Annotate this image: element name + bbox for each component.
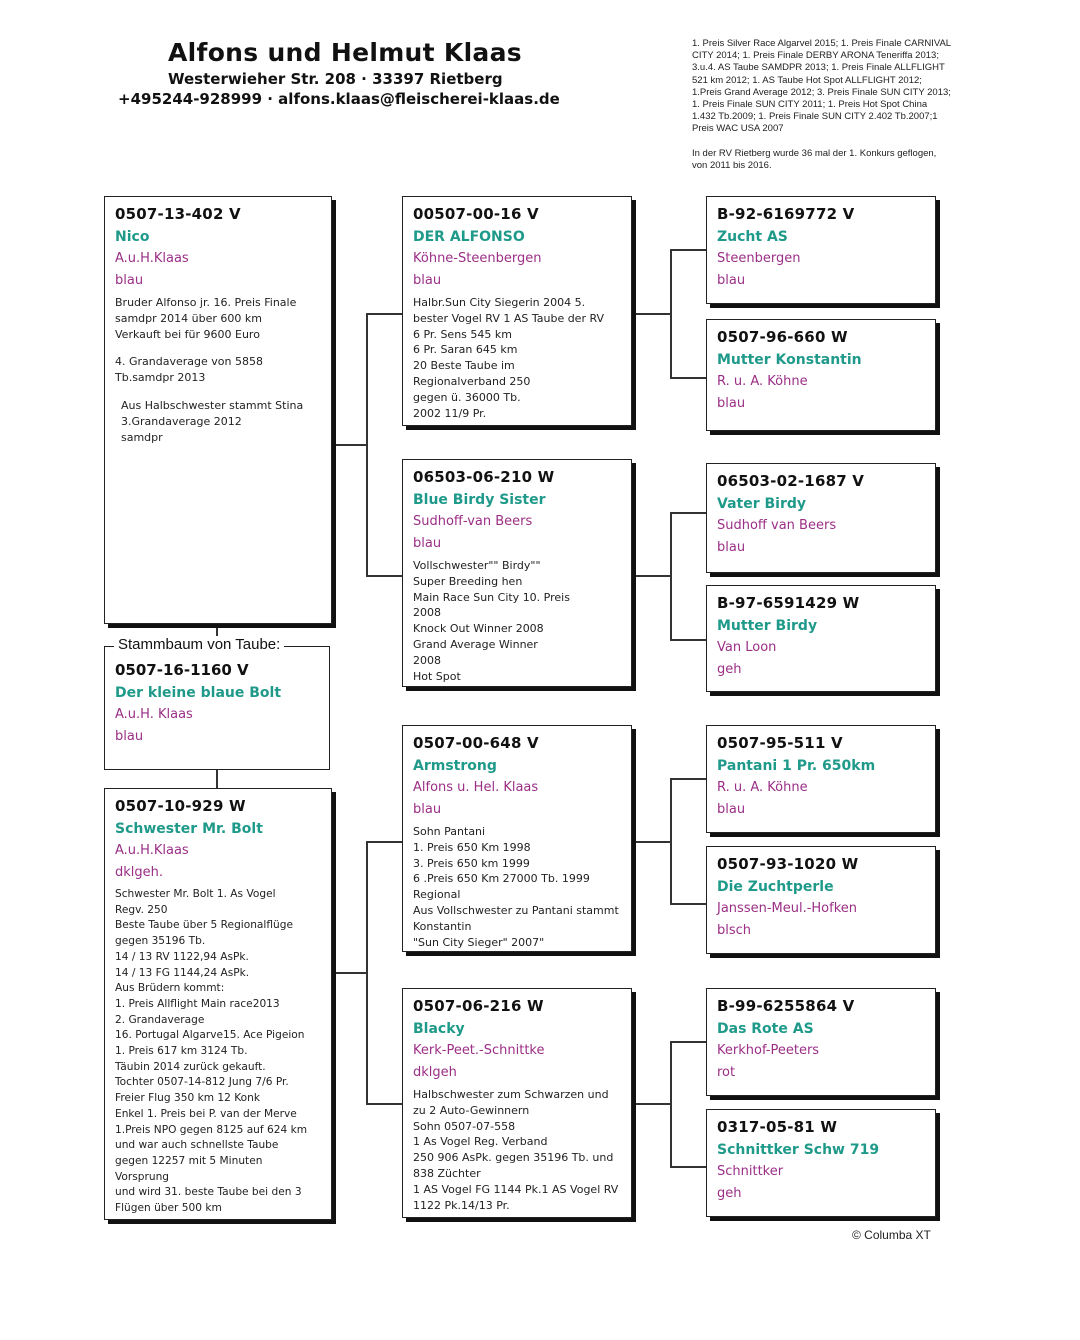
breeder-name: Steenbergen — [717, 251, 801, 266]
note-line: Beste Taube über 5 Regionalflüge — [115, 919, 293, 932]
breeder-address: Westerwieher Str. 208 · 33397 Rietberg — [168, 70, 503, 88]
great-grandparent-card[interactable] — [706, 846, 936, 954]
connector-line — [670, 512, 672, 639]
pigeon-notes — [413, 558, 621, 684]
great-grandparent-card[interactable] — [706, 988, 936, 1096]
note-line: 2. Grandaverage — [115, 1013, 205, 1026]
note-line: 1 As Vogel Reg. Verband — [413, 1135, 548, 1149]
ring-number: 0507-96-660 W — [717, 328, 848, 346]
ring-number: 0507-00-648 V — [413, 734, 539, 752]
grandmother-maternal-card[interactable] — [402, 988, 632, 1218]
pigeon-name: Die Zuchtperle — [717, 879, 834, 895]
connector-line — [216, 770, 218, 790]
pigeon-color: geh — [717, 1186, 742, 1201]
breeder-name: Van Loon — [717, 640, 777, 655]
ring-number: 0507-93-1020 W — [717, 855, 859, 873]
connector-line — [634, 841, 670, 843]
ring-number: B-97-6591429 W — [717, 594, 860, 612]
pigeon-notes — [413, 295, 621, 421]
grandfather-paternal-card[interactable] — [402, 196, 632, 426]
father-card[interactable] — [104, 196, 332, 624]
note-line: 250 906 AsPk. gegen 35196 Tb. und — [413, 1151, 614, 1165]
pigeon-notes — [413, 1087, 621, 1213]
ring-number: 06503-06-210 W — [413, 468, 555, 486]
note-line: bester Vogel RV 1 AS Taube der RV — [413, 311, 605, 325]
note-line: Main Race Sun City 10. Preis — [413, 590, 570, 604]
note-line: 1. Preis 650 Km 1998 — [413, 840, 531, 854]
note-line: Vorsprung — [115, 1170, 170, 1183]
breeder-name: Sudhoff van Beers — [717, 518, 837, 533]
great-grandparent-card[interactable] — [706, 463, 936, 573]
note-line: Verkauft bei für 9600 Euro — [115, 327, 260, 341]
ring-number: 0507-95-511 V — [717, 734, 843, 752]
note-line: 14 / 13 RV 1122,94 AsPk. — [115, 950, 249, 963]
note-line: 6 Pr. Sens 545 km — [413, 327, 512, 341]
pigeon-name: Der kleine blaue Bolt — [115, 685, 282, 701]
note-line: 1. Preis 617 km 3124 Tb. — [115, 1045, 248, 1058]
pigeon-color: blsch — [717, 923, 752, 938]
ring-number: B-92-6169772 V — [717, 205, 855, 223]
note-line: und wird 31. beste Taube bei den 3 — [115, 1186, 302, 1199]
note-line: 16. Portugal Algarve15. Ace Pigeion — [115, 1029, 305, 1042]
pigeon-color: blau — [115, 729, 144, 744]
pigeon-name: Mutter Konstantin — [717, 352, 862, 368]
note-line: Enkel 1. Preis bei P. van der Merve — [115, 1107, 297, 1120]
note-line: Vollschwester"" Birdy"" — [413, 559, 541, 572]
note-line: Grand Average Winner — [413, 637, 538, 651]
connector-line — [670, 778, 706, 780]
awards-text — [692, 38, 952, 172]
breeder-name: A.u.H. Klaas — [115, 707, 193, 722]
note-line: Schwester Mr. Bolt 1. As Vogel — [115, 888, 276, 900]
ring-number: 06503-02-1687 V — [717, 472, 865, 490]
awards-list: 1. Preis Silver Race Algarvel 2015; 1. Preis Finale CARNIVAL CITY 2014; 1. Preis Finale DERBY ARONA Teneriffa 2013; 3.u.4. AS Taube SAMDPR 2013; 1. Preis Finale ALLFLIGHT 521 km 2012; 1. AS Taube Hot Spot ALLFLIGHT 2012; 1.Preis Grand Average 2012; 3. Preis Finale SUN CITY 2013; 1. Preis Finale SUN CITY 2011; 1. Preis Hot Spot China 1.432 Tb.2009; 1. Preis Finale SUN CITY 2.402 Tb.2007;1 Preis WAC USA 2007 — [692, 38, 951, 135]
note-line: 2008 — [413, 653, 441, 667]
note-line: Knock Out Winner 2008 — [413, 622, 544, 636]
breeder-name: Köhne-Steenbergen — [413, 251, 542, 266]
pigeon-notes — [115, 887, 321, 1217]
ring-number: 0507-10-929 W — [115, 797, 246, 815]
pigeon-name: Schnittker Schw 719 — [717, 1142, 880, 1158]
breeder-name: Alfons u. Hel. Klaas — [413, 780, 539, 795]
pigeon-color: blau — [717, 273, 746, 288]
great-grandparent-card[interactable] — [706, 319, 936, 431]
pigeon-name: DER ALFONSO — [413, 229, 525, 245]
great-grandparent-card[interactable] — [706, 725, 936, 833]
ring-number: 0507-06-216 W — [413, 997, 544, 1015]
connector-line — [670, 1041, 672, 1166]
note-line: gegen 12257 mit 5 Minuten — [115, 1154, 263, 1167]
connector-line — [634, 313, 670, 315]
connector-line — [670, 778, 672, 903]
note-line: 4. Grandaverage von 5858 — [115, 355, 263, 369]
awards-rv-note: In der RV Rietberg wurde 36 mal der 1. Konkurs geflogen, von 2011 bis 2016. — [692, 147, 937, 171]
note-line: samdpr 2014 über 600 km — [115, 311, 262, 325]
breeder-name: A.u.H.Klaas — [115, 251, 189, 266]
breeder-contact: +495244-928999 · alfons.klaas@fleischerei-klaas.de — [118, 90, 560, 108]
note-line: gegen ü. 36000 Tb. — [413, 390, 521, 404]
note-line: Sohn Pantani — [413, 825, 486, 838]
note-line: Aus Vollschwester zu Pantani stammt — [413, 903, 619, 917]
pigeon-color: geh — [717, 662, 742, 677]
connector-line — [334, 444, 366, 446]
great-grandparent-card[interactable] — [706, 585, 936, 692]
note-line: 1.Preis NPO gegen 8125 auf 624 km — [115, 1123, 308, 1136]
pigeon-notes — [413, 824, 621, 950]
pigeon-name: Blacky — [413, 1021, 465, 1037]
note-line: Aus Halbschwester stammt Stina — [121, 398, 304, 412]
connector-line — [366, 841, 368, 1103]
great-grandparent-card[interactable] — [706, 1109, 936, 1217]
note-line: Halbr.Sun City Siegerin 2004 5. — [413, 296, 586, 309]
pigeon-color: dklgeh. — [115, 865, 164, 880]
ring-number: 0317-05-81 W — [717, 1118, 838, 1136]
connector-line — [670, 249, 672, 377]
note-line: Flügen über 500 km — [115, 1202, 222, 1215]
breeder-name: Schnittker — [717, 1164, 784, 1179]
connector-line — [670, 377, 706, 379]
connector-line — [670, 512, 706, 514]
note-line: 2008 — [413, 606, 441, 620]
connector-line — [634, 1103, 670, 1105]
subject-card[interactable] — [104, 646, 330, 770]
pigeon-color: blau — [717, 802, 746, 817]
note-line: 3.Grandaverage 2012 — [121, 414, 242, 428]
copyright-text: © Columba XT — [852, 1228, 931, 1242]
pigeon-notes — [115, 295, 321, 445]
mother-card[interactable] — [104, 788, 332, 1220]
pigeon-color: dklgeh — [413, 1065, 457, 1080]
note-line: 14 / 13 FG 1144,24 AsPk. — [115, 966, 250, 979]
pigeon-name: Zucht AS — [717, 229, 788, 245]
note-line: Konstantin — [413, 919, 472, 933]
pigeon-name: Schwester Mr. Bolt — [115, 821, 263, 837]
note-line: 20 Beste Taube im — [413, 359, 515, 373]
note-gap — [115, 342, 321, 354]
connector-line — [670, 903, 706, 905]
note-line: 1. Preis Allflight Main race2013 — [115, 997, 280, 1010]
grandfather-maternal-card[interactable] — [402, 725, 632, 952]
note-line: Aus Brüdern kommt: — [115, 982, 225, 995]
pedigree-label: Stammbaum von Taube: — [114, 636, 284, 653]
note-line: 838 Züchter — [413, 1166, 481, 1180]
grandmother-paternal-card[interactable] — [402, 459, 632, 687]
note-line: Tochter 0507-14-812 Jung 7/6 Pr. — [115, 1076, 289, 1089]
note-line: zu 2 Auto-Gewinnern — [413, 1103, 530, 1117]
breeder-name: Janssen-Meul.-Hofken — [717, 901, 858, 916]
pigeon-name: Pantani 1 Pr. 650km — [717, 758, 876, 774]
note-line: Bruder Alfonso jr. 16. Preis Finale — [115, 296, 297, 309]
connector-line — [366, 841, 402, 843]
note-line: Super Breeding hen — [413, 574, 523, 588]
connector-line — [366, 313, 368, 575]
pigeon-color: blau — [413, 273, 442, 288]
breeder-name: R. u. A. Köhne — [717, 780, 808, 795]
great-grandparent-card[interactable] — [706, 196, 936, 304]
pigeon-color: blau — [717, 396, 746, 411]
connector-line — [334, 972, 366, 974]
note-line: Täubin 2014 zurück gekauft. — [115, 1060, 266, 1073]
note-gap — [115, 386, 321, 398]
connector-line — [670, 249, 706, 251]
ring-number: 0507-13-402 V — [115, 205, 241, 223]
pigeon-color: rot — [717, 1065, 736, 1080]
note-line: Freier Flug 350 km 12 Konk — [115, 1092, 260, 1105]
note-line: 1 AS Vogel FG 1144 Pk.1 AS Vogel RV — [413, 1182, 619, 1196]
note-line: 6 Pr. Saran 645 km — [413, 343, 518, 357]
note-line: und war auch schnellste Taube — [115, 1139, 279, 1152]
breeder-name: A.u.H.Klaas — [115, 843, 189, 858]
ring-number: B-99-6255864 V — [717, 997, 855, 1015]
note-line: Regionalverband 250 — [413, 374, 531, 388]
note-line: Regional — [413, 888, 461, 902]
note-line: 2002 11/9 Pr. — [413, 406, 487, 420]
note-line: Halbschwester zum Schwarzen und — [413, 1088, 609, 1101]
breeder-name: Kerk-Peet.-Schnittke — [413, 1043, 545, 1058]
connector-line — [366, 575, 402, 577]
note-line: 6 .Preis 650 Km 27000 Tb. 1999 — [413, 872, 590, 886]
note-line: Hot Spot — [413, 669, 461, 683]
connector-line — [366, 1103, 402, 1105]
note-line: samdpr — [121, 430, 163, 444]
pigeon-name: Nico — [115, 229, 150, 245]
pigeon-name: Mutter Birdy — [717, 618, 818, 634]
ring-number: 00507-00-16 V — [413, 205, 539, 223]
connector-line — [670, 1166, 706, 1168]
note-line: Regv. 250 — [115, 903, 168, 916]
connector-line — [366, 313, 402, 315]
breeder-name: Sudhoff-van Beers — [413, 514, 533, 529]
note-line: 1122 Pk.14/13 Pr. — [413, 1198, 510, 1212]
note-line: Sohn 0507-07-558 — [413, 1119, 516, 1133]
note-line: Tb.samdpr 2013 — [115, 371, 206, 385]
pigeon-color: blau — [115, 273, 144, 288]
breeder-name: R. u. A. Köhne — [717, 374, 808, 389]
connector-line — [634, 575, 670, 577]
pigeon-color: blau — [413, 536, 442, 551]
connector-line — [670, 639, 706, 641]
pigeon-name: Das Rote AS — [717, 1021, 814, 1037]
pigeon-name: Armstrong — [413, 758, 497, 774]
pigeon-name: Blue Birdy Sister — [413, 492, 546, 508]
breeder-name: Kerkhof-Peeters — [717, 1043, 820, 1058]
ring-number: 0507-16-1160 V — [115, 661, 249, 679]
breeder-title: Alfons und Helmut Klaas — [168, 38, 522, 67]
note-line: 3. Preis 650 km 1999 — [413, 856, 530, 870]
pigeon-color: blau — [413, 802, 442, 817]
connector-line — [670, 1041, 706, 1043]
pigeon-color: blau — [717, 540, 746, 555]
note-line: gegen 35196 Tb. — [115, 935, 206, 948]
pigeon-name: Vater Birdy — [717, 496, 807, 512]
note-line: "Sun City Sieger" 2007" — [413, 935, 545, 949]
